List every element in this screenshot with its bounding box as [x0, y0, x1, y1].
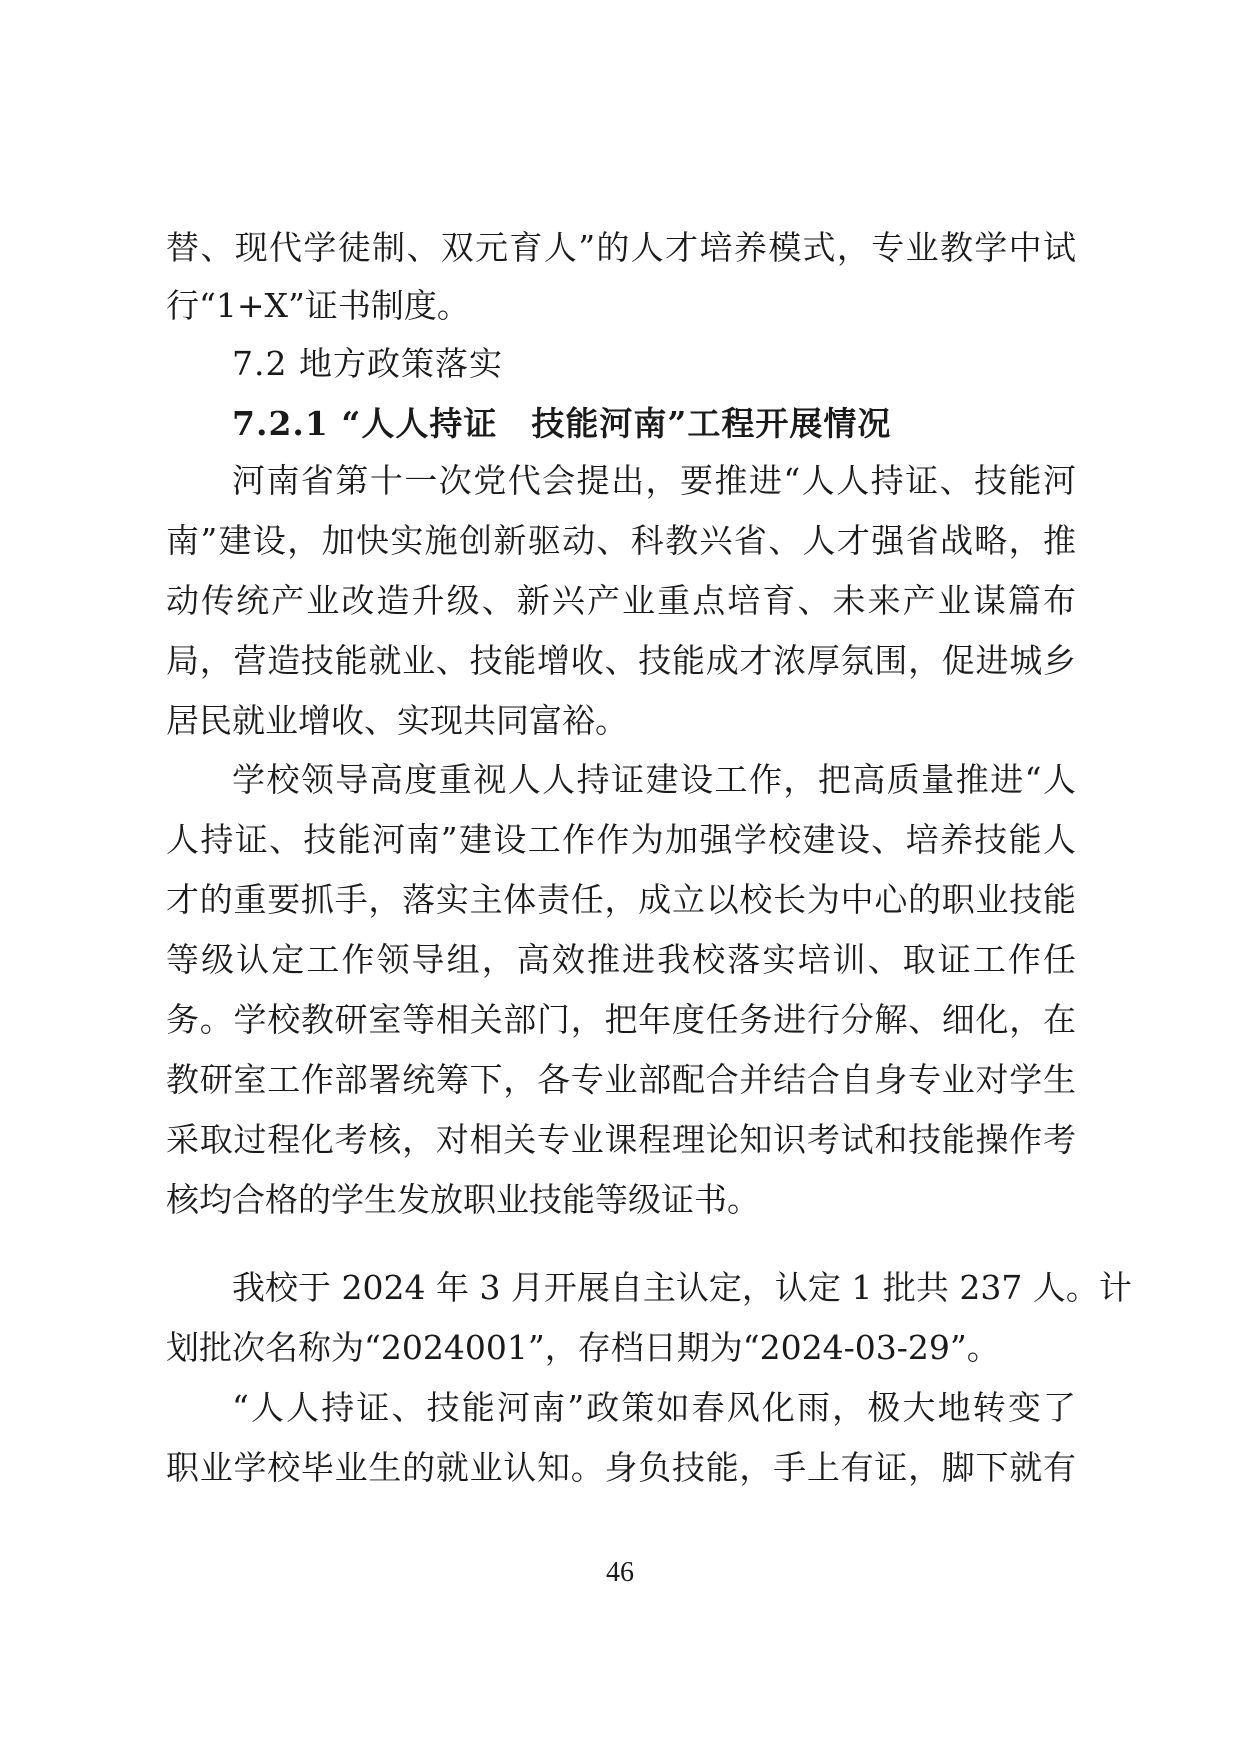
subsection-heading: 7.2.1 “人人持证 技能河南”工程开展情况 — [232, 404, 892, 443]
paragraph-line: 替、现代学徒制、双元育人”的人才培养模式，专业教学中试 — [166, 228, 1076, 267]
paragraph-line: 学校领导高度重视人人持证建设工作，把高质量推进“人 — [232, 760, 1076, 799]
paragraph-line: 职业学校毕业生的就业认知。身负技能，手上有证，脚下就有 — [166, 1448, 1076, 1487]
paragraph-line: 动传统产业改造升级、新兴产业重点培育、未来产业谋篇布 — [166, 581, 1076, 620]
page-number: 46 — [606, 1557, 634, 1588]
paragraph-line: 教研室工作部署统筹下，各专业部配合并结合自身专业对学生 — [166, 1060, 1076, 1099]
paragraph-line: 才的重要抓手，落实主体责任，成立以校长为中心的职业技能 — [166, 880, 1076, 919]
paragraph-line: 居民就业增收、实现共同富裕。 — [166, 701, 628, 740]
paragraph-line: 南”建设，加快实施创新驱动、科教兴省、人才强省战略，推 — [166, 521, 1076, 560]
paragraph-line: 采取过程化考核，对相关专业课程理论知识考试和技能操作考 — [166, 1120, 1076, 1159]
paragraph-line: 等级认定工作领导组，高效推进我校落实培训、取证工作任 — [166, 940, 1076, 979]
paragraph-line: 核均合格的学生发放职业技能等级证书。 — [166, 1180, 760, 1219]
paragraph-line: 务。学校教研室等相关部门，把年度任务进行分解、细化，在 — [166, 1000, 1076, 1039]
paragraph-line: 划批次名称为“2024001”，存档日期为“2024-03-29”。 — [166, 1328, 1000, 1367]
paragraph-line: “人人持证、技能河南”政策如春风化雨，极大地转变了 — [232, 1388, 1076, 1427]
paragraph-line: 行“1+X”证书制度。 — [166, 286, 470, 325]
paragraph-line: 我校于 2024 年 3 月开展自主认定，认定 1 批共 237 人。计 — [232, 1268, 1132, 1307]
section-heading: 7.2 地方政策落实 — [232, 344, 503, 383]
paragraph-line: 河南省第十一次党代会提出，要推进“人人持证、技能河 — [232, 461, 1076, 500]
paragraph-line: 局，营造技能就业、技能增收、技能成才浓厚氛围，促进城乡 — [166, 641, 1076, 680]
paragraph-line: 人持证、技能河南”建设工作作为加强学校建设、培养技能人 — [166, 820, 1076, 859]
